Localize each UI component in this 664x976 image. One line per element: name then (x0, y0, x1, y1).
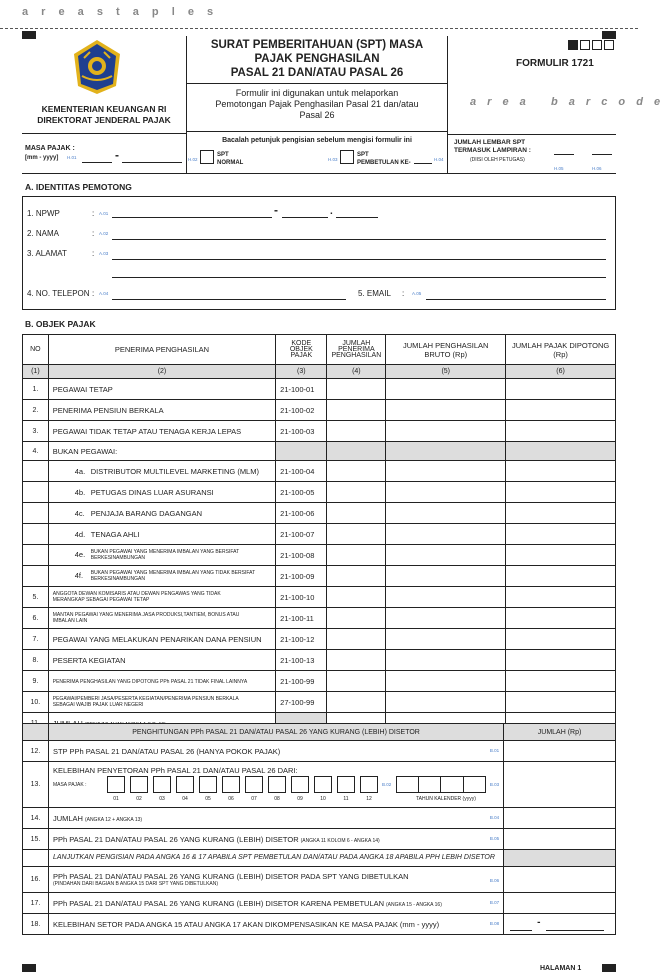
section-a-title: A. IDENTITAS PEMOTONG (25, 182, 132, 192)
row-17: 17. PPh PASAL 21 DAN/ATAU PASAL 26 YANG KURANG (LEBIH) DISETOR KARENA PEMBETULAN (ANGKA 15 - ANGKA 16) B.07 (23, 893, 616, 914)
calc-jumlah-header: JUMLAH (Rp) (504, 724, 616, 741)
bruto-input (386, 442, 506, 461)
pajak-dipotong-input[interactable] (506, 608, 616, 629)
month-checkbox[interactable] (222, 776, 240, 793)
month-checkbox[interactable] (199, 776, 217, 793)
table-row: 4a. DISTRIBUTOR MULTILEVEL MARKETING (MLM) 21-100-04 (23, 461, 616, 482)
bruto-input[interactable] (386, 566, 506, 587)
masa-month-input[interactable] (82, 155, 112, 163)
pajak-dipotong-input[interactable] (506, 421, 616, 442)
pajak-dipotong-input[interactable] (506, 692, 616, 713)
bruto-input[interactable] (386, 400, 506, 421)
jumlah-penerima-input[interactable] (327, 421, 386, 442)
row-16-amount-input[interactable] (504, 867, 616, 893)
pajak-dipotong-input[interactable] (506, 671, 616, 692)
jumlah-penerima-input[interactable] (327, 545, 386, 566)
pajak-dipotong-input[interactable] (506, 482, 616, 503)
pajak-dipotong-input[interactable] (506, 524, 616, 545)
tahun-kalender-input[interactable] (396, 776, 486, 793)
row-15-amount-input[interactable] (504, 829, 616, 850)
bruto-input[interactable] (386, 608, 506, 629)
header-kode: KODE OBJEK PAJAK (276, 335, 327, 365)
row-13-amount-input[interactable] (504, 762, 616, 808)
bruto-input[interactable] (386, 587, 506, 608)
month-label: 04 (182, 796, 188, 802)
table-row: 3. PEGAWAI TIDAK TETAP ATAU TENAGA KERJA LEPAS 21-100-03 (23, 421, 616, 442)
pajak-dipotong-input (506, 442, 616, 461)
row-17-amount-input[interactable] (504, 893, 616, 914)
pajak-dipotong-input[interactable] (506, 629, 616, 650)
header-pajak: JUMLAH PAJAK DIPOTONG (Rp) (506, 335, 616, 365)
table-row: 9. PENERIMA PENGHASILAN YANG DIPOTONG PPh PASAL 21 TIDAK FINAL LAINNYA 21-100-99 (23, 671, 616, 692)
page-number: HALAMAN 1 (540, 965, 582, 972)
spt-normal-label: SPT NORMAL (217, 152, 244, 166)
telepon-input[interactable] (112, 290, 346, 300)
bruto-input[interactable] (386, 671, 506, 692)
calc-header-row (23, 724, 616, 741)
jumlah-penerima-input[interactable] (327, 608, 386, 629)
jumlah-penerima-input (327, 442, 386, 461)
bruto-input[interactable] (386, 692, 506, 713)
directorate-name: DIREKTORAT JENDERAL PAJAK (37, 115, 171, 125)
bruto-input[interactable] (386, 503, 506, 524)
pajak-dipotong-input[interactable] (506, 566, 616, 587)
ministry-block (22, 104, 186, 126)
table-row: 4d. TENAGA AHLI 21-100-07 (23, 524, 616, 545)
pajak-dipotong-input[interactable] (506, 400, 616, 421)
jumlah-penerima-input[interactable] (327, 671, 386, 692)
pajak-dipotong-input[interactable] (506, 503, 616, 524)
month-label: 07 (251, 796, 257, 802)
table-row: 4e. BUKAN PEGAWAI YANG MENERIMA IMBALAN YANG BERSIFAT BERKESINAMBUNGAN 21-100-08 (23, 545, 616, 566)
month-label: 12 (366, 796, 372, 802)
spt-normal-checkbox[interactable] (200, 150, 214, 164)
masa-pajak-format: [mm - yyyy] (25, 155, 59, 161)
lampiran-note: (DIISI OLEH PETUGAS) (470, 157, 525, 163)
lampiran-input-2[interactable] (592, 150, 612, 155)
npwp-label: 1. NPWP (27, 209, 60, 218)
table-row: 10. PEGAWAI/PEMBERI JASA/PESERTA KEGIATAN/PENERIMA PENSIUN BERKALA SEBAGAI WAJIB PAJAK LUAR NEGERI 27-100-99 (23, 692, 616, 713)
form-title: SURAT PEMBERITAHUAN (SPT) MASA PAJAK PENGHASILAN PASAL 21 DAN/ATAU PASAL 26 (210, 39, 424, 79)
row-14-amount-input[interactable] (504, 808, 616, 829)
npwp-input-main[interactable] (112, 208, 272, 218)
masa-year-input[interactable] (122, 155, 182, 163)
registration-mark-bl (22, 964, 36, 972)
area-barcode-label: a r e a b a r c o d e (470, 96, 664, 108)
jumlah-penerima-input[interactable] (327, 629, 386, 650)
bruto-input[interactable] (386, 421, 506, 442)
pajak-dipotong-input[interactable] (506, 379, 616, 400)
pajak-dipotong-input[interactable] (506, 587, 616, 608)
alamat-input-1[interactable] (112, 250, 606, 260)
month-checkbox[interactable] (176, 776, 194, 793)
registration-mark-br (602, 964, 616, 972)
area-staples-label: a r e a s t a p l e s (22, 6, 219, 18)
continuation-note: LANJUTKAN PENGISIAN PADA ANGKA 16 & 17 APABILA SPT PEMBETULAN DAN/ATAU PADA ANGKA 18 APABILA PPH LEBIH DISETOR (48, 850, 503, 867)
month-checkbox[interactable] (360, 776, 378, 793)
month-label: 11 (343, 796, 349, 802)
email-input[interactable] (426, 290, 606, 300)
pajak-dipotong-input[interactable] (506, 545, 616, 566)
month-label: 08 (274, 796, 280, 802)
section-b-title: B. OBJEK PAJAK (25, 319, 96, 329)
month-label: 09 (297, 796, 303, 802)
row-15: 15. PPh PASAL 21 DAN/ATAU PASAL 26 YANG KURANG (LEBIH) DISETOR (ANGKA 11 KOLOM 6 - ANGKA 14) B.05 (23, 829, 616, 850)
month-checkbox[interactable] (268, 776, 286, 793)
pajak-dipotong-input[interactable] (506, 461, 616, 482)
month-label: 01 (113, 796, 119, 802)
jumlah-penerima-input[interactable] (327, 692, 386, 713)
jumlah-penerima-input[interactable] (327, 400, 386, 421)
jumlah-penerima-input[interactable] (327, 461, 386, 482)
penghitungan-table (22, 723, 616, 935)
bruto-input[interactable] (386, 650, 506, 671)
header-penerima: PENERIMA PENGHASILAN (48, 335, 275, 365)
nama-label: 2. NAMA (27, 229, 60, 238)
month-label: 10 (320, 796, 326, 802)
table-row: 1. PEGAWAI TETAP 21-100-01 (23, 379, 616, 400)
month-labels (107, 796, 378, 802)
lampiran-input-1[interactable] (554, 150, 574, 155)
objek-pajak-table (22, 334, 616, 734)
form-purpose: Formulir ini digunakan untuk melaporkan Pemotongan Pajak Penghasilan Pasal 21 dan/atau Pasal 26 (215, 88, 419, 120)
jumlah-penerima-input[interactable] (327, 482, 386, 503)
table-row: 5. ANGGOTA DEWAN KOMISARIS ATAU DEWAN PENGAWAS YANG TIDAK MERANGKAP SEBAGAI PEGAWAI TETAP 21-100-10 (23, 587, 616, 608)
header-no: NO (23, 335, 49, 365)
header-jumlah-penerima: JUMLAH PENERIMA PENGHASILAN (327, 335, 386, 365)
kemenkeu-logo (70, 38, 124, 96)
month-checkbox[interactable] (130, 776, 148, 793)
ministry-name: KEMENTERIAN KEUANGAN RI (41, 104, 167, 114)
bruto-input[interactable] (386, 482, 506, 503)
jumlah-penerima-input[interactable] (327, 650, 386, 671)
table-row: 8. PESERTA KEGIATAN 21-100-13 (23, 650, 616, 671)
month-checkbox-group (107, 776, 378, 793)
header-bruto: JUMLAH PENGHASILAN BRUTO (Rp) (386, 335, 506, 365)
jumlah-penerima-input[interactable] (327, 503, 386, 524)
month-label: 05 (205, 796, 211, 802)
pajak-dipotong-input[interactable] (506, 650, 616, 671)
npwp-input-kpp[interactable] (282, 208, 328, 218)
bruto-input[interactable] (386, 461, 506, 482)
row-12: 12. STP PPh PASAL 21 DAN/ATAU PASAL 26 (HANYA POKOK PAJAK) B.01 (23, 741, 616, 762)
month-checkbox[interactable] (337, 776, 355, 793)
jumlah-penerima-input[interactable] (327, 566, 386, 587)
month-checkbox[interactable] (245, 776, 263, 793)
row-16: 16. PPh PASAL 21 DAN/ATAU PASAL 26 YANG KURANG (LEBIH) DISETOR PADA SPT YANG DIBETULKAN (PINDAHAN DARI BAGIAN B ANGKA 15 DARI SPT YANG DIBETULKAN) B.06 (23, 867, 616, 893)
table-row: 4c. PENJAJA BARANG DAGANGAN 21-100-06 (23, 503, 616, 524)
spt-pembetulan-label: SPT PEMBETULAN KE- (357, 152, 411, 166)
alamat-input-2[interactable] (112, 268, 606, 278)
row-18: 18. KELEBIHAN SETOR PADA ANGKA 15 ATAU ANGKA 17 AKAN DIKOMPENSASIKAN KE MASA PAJAK (mm - yyyy) B.08 - (23, 914, 616, 935)
table-header-row (23, 335, 616, 365)
table-row: 7. PEGAWAI YANG MELAKUKAN PENARIKAN DANA PENSIUN 21-100-12 (23, 629, 616, 650)
calc-header: PENGHITUNGAN PPh PASAL 21 DAN/ATAU PASAL 26 YANG KURANG (LEBIH) DISETOR (48, 724, 503, 741)
month-checkbox[interactable] (314, 776, 332, 793)
month-label: 02 (136, 796, 142, 802)
pembetulan-number-input[interactable] (414, 158, 432, 164)
bruto-input[interactable] (386, 629, 506, 650)
table-row: 4. BUKAN PEGAWAI: (23, 442, 616, 461)
instruction-text: Bacalah petunjuk pengisian sebelum mengisi formulir ini (222, 137, 412, 144)
spt-pembetulan-checkbox[interactable] (340, 150, 354, 164)
telepon-label: 4. NO. TELEPON (27, 289, 90, 298)
masa-pajak-label: MASA PAJAK : (25, 145, 75, 152)
cut-line (0, 28, 638, 29)
row-12-amount-input[interactable] (504, 741, 616, 762)
row-14: 14. JUMLAH (ANGKA 12 + ANGKA 13) B.04 (23, 808, 616, 829)
form-code: FORMULIR 1721 (516, 58, 594, 69)
table-row: 2. PENERIMA PENSIUN BERKALA 21-100-02 (23, 400, 616, 421)
npwp-input-branch[interactable] (336, 208, 378, 218)
page-indicator-boxes (568, 40, 614, 50)
month-checkbox[interactable] (153, 776, 171, 793)
jumlah-penerima-input[interactable] (327, 587, 386, 608)
table-row: 11. JUMLAH (PENJUMLAHAN ANGKA 1 S.D. 10) (23, 713, 616, 734)
jumlah-penerima-input[interactable] (327, 524, 386, 545)
month-label: 06 (228, 796, 234, 802)
bruto-input[interactable] (386, 545, 506, 566)
jumlah-penerima-input[interactable] (327, 379, 386, 400)
table-row: 6. MANTAN PEGAWAI YANG MENERIMA JASA PRODUKSI,TANTIEM, BONUS ATAU IMBALAN LAIN 21-100-11 (23, 608, 616, 629)
bruto-input[interactable] (386, 379, 506, 400)
column-number-row: (1) (2) (3) (4) (5) (6) (23, 365, 616, 379)
month-checkbox[interactable] (291, 776, 309, 793)
lampiran-label: JUMLAH LEMBAR SPT TERMASUK LAMPIRAN : (454, 139, 531, 154)
table-row: 4b. PETUGAS DINAS LUAR ASURANSI 21-100-05 (23, 482, 616, 503)
nama-input[interactable] (112, 230, 606, 240)
row-18-masa-input[interactable]: - (504, 914, 616, 935)
note-row (23, 850, 616, 867)
table-row: 4f. BUKAN PEGAWAI YANG MENERIMA IMBALAN YANG TIDAK BERSIFAT BERKESINAMBUNGAN 21-100-09 (23, 566, 616, 587)
month-label: 03 (159, 796, 165, 802)
email-label: 5. EMAIL (358, 289, 391, 298)
month-checkbox[interactable] (107, 776, 125, 793)
bruto-input[interactable] (386, 524, 506, 545)
row-13: 13. KELEBIHAN PENYETORAN PPh PASAL 21 DAN/ATAU PASAL 26 DARI: MASA PAJAK : 01 02 03 04 05 06 07 08 09 10 11 12 B.02 TAHUN KALENDER (yyyy) B.03 (23, 762, 616, 808)
alamat-label: 3. ALAMAT (27, 249, 67, 258)
